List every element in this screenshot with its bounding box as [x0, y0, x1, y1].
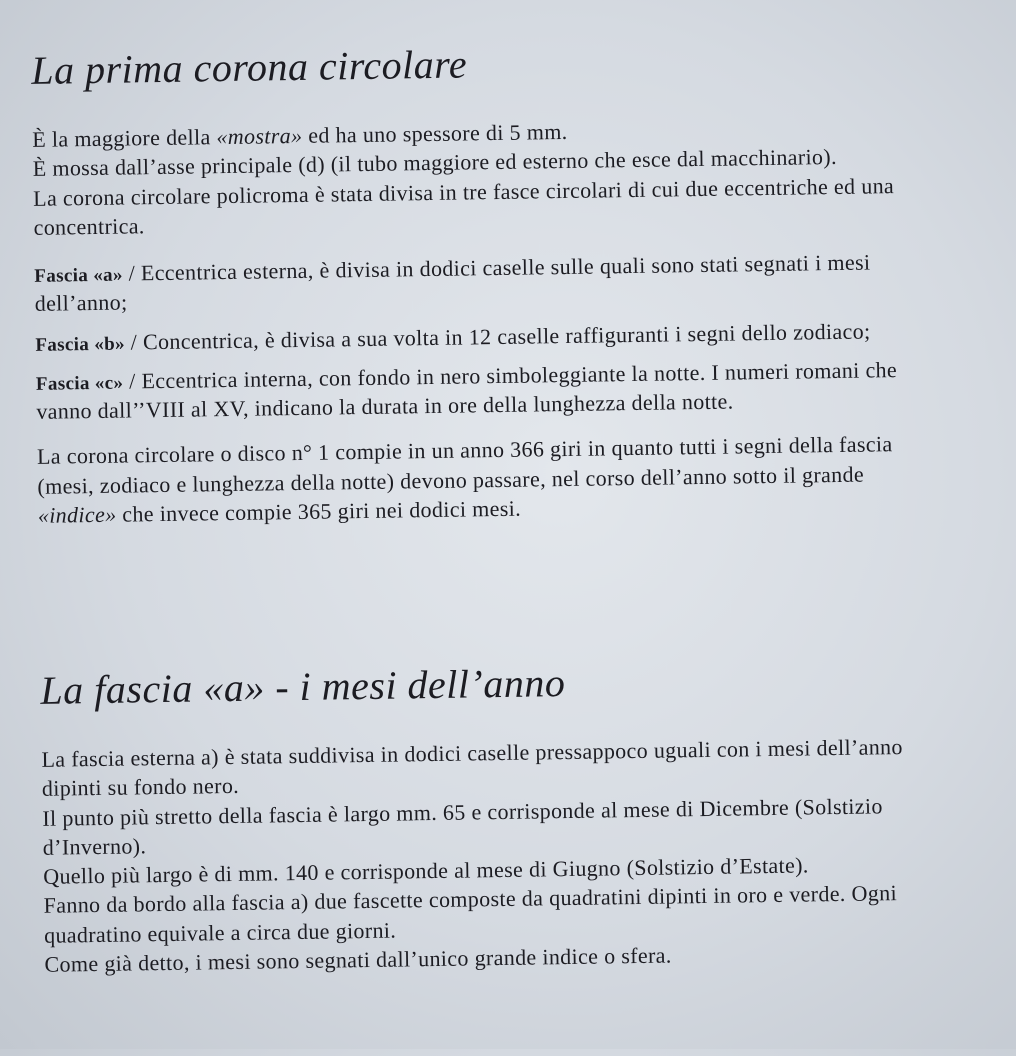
fascia-item-c	[36, 354, 947, 426]
fascia-label: Fascia «a»	[34, 264, 123, 287]
fascia-a-body	[41, 731, 954, 978]
fascia-list	[34, 246, 946, 426]
body-paragraph: Quello più largo è di mm. 140 e corrisponde al mese di Giugno (Solstizio d’Estate).	[43, 852, 809, 889]
body-paragraph: Il punto più stretto della fascia è largo mm. 65 e corrisponde al mese di Dicembre (Solstizio d’Inverno).	[42, 792, 883, 860]
fascia-text: / Concentrica, è divisa a sua volta in 12 caselle raffiguranti i segni dello zodiaco;	[124, 318, 871, 355]
body-paragraph: Fanno da bordo alla fascia a) due fascette composte da quadratini dipinti in oro e verde. Ogni quadratino equivale a circa due giorni.	[43, 880, 898, 948]
body-paragraph: La fascia esterna a) è stata suddivisa in dodici caselle pressappoco uguali con i mesi dell’anno dipinti su fondo nero.	[41, 734, 903, 802]
fascia-item-b	[35, 315, 945, 358]
intro-line-3: La corona circolare policroma è stata divisa in tre fasce circolari di cui due eccentriche ed una concentrica.	[32, 172, 895, 240]
section-title: La fascia «a» - i mesi dell’anno	[40, 660, 566, 713]
body-paragraph: Come già detto, i mesi sono segnati dall’unico grande indice o sfera.	[44, 942, 672, 977]
fascia-label: Fascia «c»	[35, 372, 124, 395]
closing-text: che invece compie 365 giri nei dodici mesi.	[116, 495, 522, 527]
intro-line-2: È mossa dall’asse principale (d) (il tubo maggiore ed esterno che esce dal macchinario).	[32, 144, 838, 182]
fascia-text: / Eccentrica esterna, è divisa in dodici caselle sulle quali sono stati segnati i mesi dell’anno;	[34, 249, 871, 317]
section-fascia-a	[40, 653, 955, 978]
intro-block	[32, 111, 944, 241]
fascia-text: / Eccentrica interna, con fondo in nero simboleggiante la notte. I numeri romani che vanno dall’’VIII al XV, indicano la durata in ore della lunghezza della notte.	[36, 356, 898, 424]
emphasis-mostra: «mostra»	[216, 122, 303, 150]
closing-text: La corona circolare o disco n° 1 compie in un anno 366 giri in quanto tutti i segni della fascia (mesi, zodiaco e lunghezza della notte) devono passare, nel corso dell’anno sotto il grande	[36, 431, 893, 499]
closing-paragraph	[37, 429, 948, 530]
intro-text: ed ha uno spessore di 5 mm.	[302, 118, 568, 148]
emphasis-indice: «indice»	[37, 501, 117, 528]
section-title: La prima corona circolare	[30, 41, 468, 93]
section-prima-corona	[31, 33, 948, 529]
fascia-item-a	[34, 246, 945, 318]
intro-text: È la maggiore della	[32, 124, 217, 152]
fascia-label: Fascia «b»	[35, 333, 126, 356]
